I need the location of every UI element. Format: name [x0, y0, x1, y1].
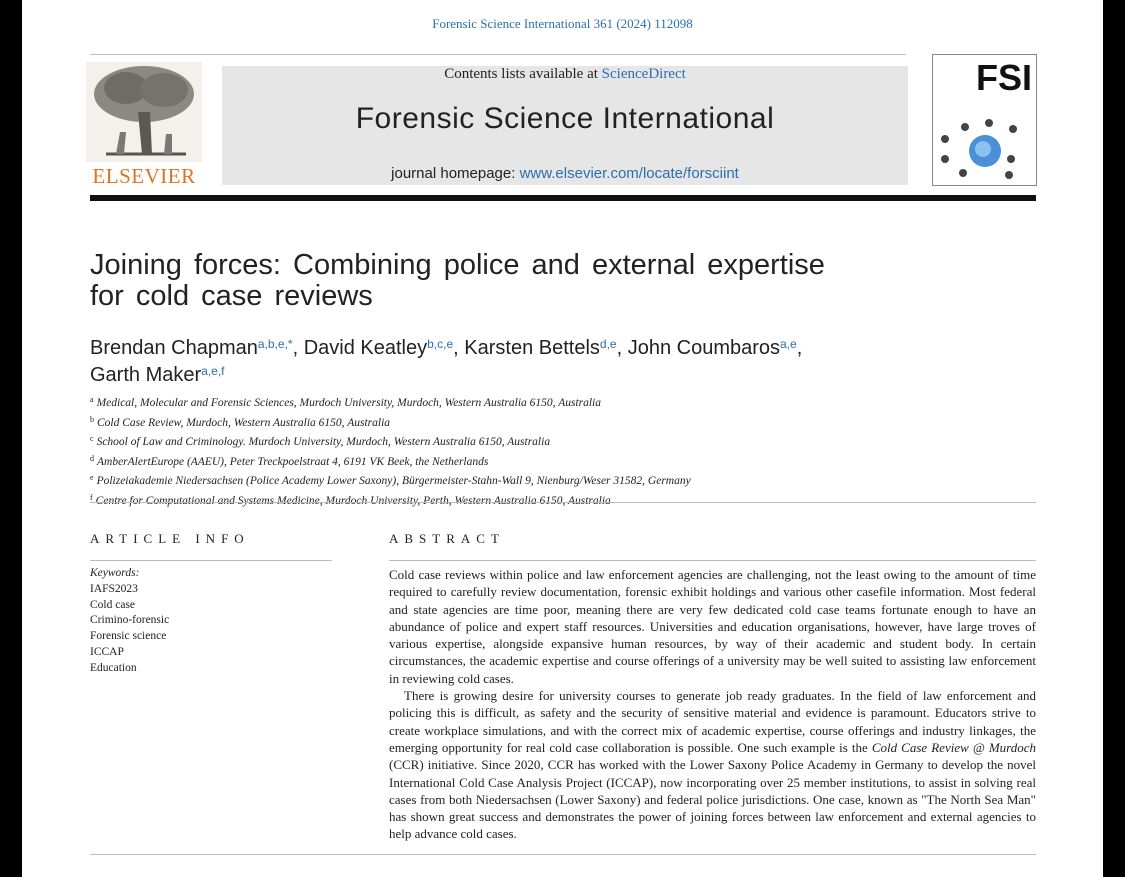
author-affil-marks[interactable]: b,c,e — [427, 337, 454, 351]
abstract-heading: ABSTRACT — [389, 531, 505, 546]
author-list — [90, 333, 1040, 387]
author-name[interactable]: David Keatley — [303, 337, 428, 359]
abstract-p2-part-a: There is growing desire for university courses to generate job ready graduates. In the field of law enforcement and policing this is difficult, as safety and the security of sensitive material and evidence is paramount. Educators strive to create workplace simulations, and with the correct mix of academic expertise, course offerings and industry linkages, the emerging opportunity for real cold case collaboration is possible. One such example is the — [389, 688, 1036, 755]
author-affil-marks[interactable]: d,e — [599, 337, 617, 351]
ccr-initiative-name: Cold Case Review @ Murdoch — [871, 739, 1037, 755]
abstract-paragraph-2 — [389, 687, 1036, 843]
keywords-block — [90, 566, 169, 677]
affiliation-text: School of Law and Criminology. Murdoch University, Murdoch, Western Australia 6150, Australia — [96, 436, 551, 449]
affiliation-text: Centre for Computational and Systems Medicine, Murdoch University, Perth, Western Australia 6150, Australia — [95, 494, 611, 507]
sciencedirect-link[interactable]: ScienceDirect — [601, 66, 686, 82]
contents-line — [222, 66, 908, 83]
author-affil-marks[interactable]: a,b,e,* — [257, 337, 293, 351]
keyword-item[interactable]: Crimino-forensic — [90, 614, 170, 627]
journal-cover[interactable] — [932, 54, 1037, 186]
journal-banner — [222, 66, 908, 185]
author-affil-marks[interactable]: a,e,f — [201, 364, 225, 378]
affiliation-text: AmberAlertEurope (AAEU), Peter Treckpoelstraat 4, 6191 VK Beek, the Netherlands — [97, 455, 489, 468]
abstract-p2-part-b: (CCR) initiative. Since 2020, CCR has worked with the Lower Saxony Police Academy in Germany to develop the novel International Cold Case Analysis Project (ICCAP), now incorporating over 25 member institutions, to assist in solving real cases from both Niedersachsen (Lower Saxony) and federal police jurisdictions. One case, known as "The North Sea Man" has shown great success and demonstrates the power of joining forces between law enforcement and external agencies to help advance cold cases. — [389, 757, 1036, 842]
journal-title: Forensic Science International — [355, 102, 775, 135]
header-thick-rule — [90, 195, 1036, 201]
article-page — [22, 0, 1103, 877]
journal-citation[interactable]: Forensic Science International 361 (2024) 112098 — [432, 16, 693, 31]
keyword-item[interactable]: ICCAP — [90, 645, 124, 658]
affiliation-item — [90, 431, 1040, 451]
keywords-label: Keywords: — [90, 567, 140, 579]
affiliation-key: b — [90, 414, 94, 424]
contents-prefix: Contents lists available at — [444, 66, 602, 82]
abstract-body — [389, 566, 1036, 843]
author-name[interactable]: Karsten Bettels — [464, 337, 600, 359]
affiliation-item — [90, 412, 1040, 432]
affiliation-text: Polizeiakademie Niedersachsen (Police Academy Lower Saxony), Bürgermeister-Stahn-Wall 9, Nienburg/Weser 31582, Germany — [96, 475, 691, 488]
author-name[interactable]: John Coumbaros — [627, 337, 781, 359]
author-separator: , — [453, 337, 465, 359]
keyword-item[interactable]: Forensic science — [90, 630, 167, 643]
affiliation-item — [90, 451, 1040, 471]
elsevier-logo[interactable] — [86, 62, 202, 186]
elsevier-wordmark: ELSEVIER — [92, 164, 196, 188]
globe-icon — [933, 55, 1036, 185]
affiliation-key: f — [90, 492, 93, 502]
keyword-item[interactable]: Cold case — [90, 598, 136, 611]
elsevier-tree-icon — [86, 62, 202, 162]
article-info-heading: ARTICLE INFO — [90, 531, 250, 546]
keyword-item[interactable]: Education — [90, 661, 137, 674]
affiliation-item — [90, 392, 1040, 412]
author-affil-marks[interactable]: a,e — [780, 337, 797, 351]
cover-title: FSI — [975, 57, 1032, 98]
footer-rule — [90, 854, 1036, 855]
affiliation-item — [90, 490, 1040, 510]
abstract-paragraph-1: Cold case reviews within police and law enforcement agencies are challenging, not the least owing to the amount of time required to carefully review documentation, forensic exhibit holdings and various other casefile information. Most federal and state agencies are time poor, meaning there are very few dedicated cold case teams fortunate enough to have an abundance of police and expert staff resources. Universities and education organisations, however, have large troves of various expertise, alongside expansive human resources, by way of their academic and student body. In certain circumstances, the academic expertise and course offerings of a university may be well suited to assisting law enforcement in reviewing cold cases. — [389, 567, 1036, 686]
header-rule — [90, 54, 906, 55]
affiliation-key: c — [90, 434, 94, 444]
affiliation-key: e — [90, 473, 94, 483]
article-info-rule — [90, 560, 332, 561]
affiliation-key: d — [90, 453, 94, 463]
author-separator: , — [292, 337, 304, 359]
keyword-item[interactable]: IAFS2023 — [90, 582, 138, 595]
abstract-rule — [389, 560, 1036, 561]
author-name[interactable]: Garth Maker — [90, 364, 202, 386]
affiliation-list — [90, 392, 1040, 510]
section-rule — [90, 502, 1036, 503]
article-title: Joining forces: Combining police and external expertise for cold case reviews — [90, 249, 825, 312]
homepage-line — [222, 165, 908, 182]
homepage-prefix: journal homepage: — [391, 165, 520, 182]
affiliation-text: Medical, Molecular and Forensic Sciences, Murdoch University, Murdoch, Western Australia 6150, Australia — [96, 397, 602, 409]
affiliation-item — [90, 470, 1040, 490]
affiliation-text: Cold Case Review, Murdoch, Western Australia 6150, Australia — [97, 416, 391, 429]
affiliation-key: a — [90, 395, 94, 404]
author-separator: , — [616, 337, 628, 359]
author-name[interactable]: Brendan Chapman — [90, 337, 258, 359]
journal-homepage-link[interactable]: www.elsevier.com/locate/forsciint — [519, 165, 739, 182]
author-separator: , — [796, 337, 803, 359]
